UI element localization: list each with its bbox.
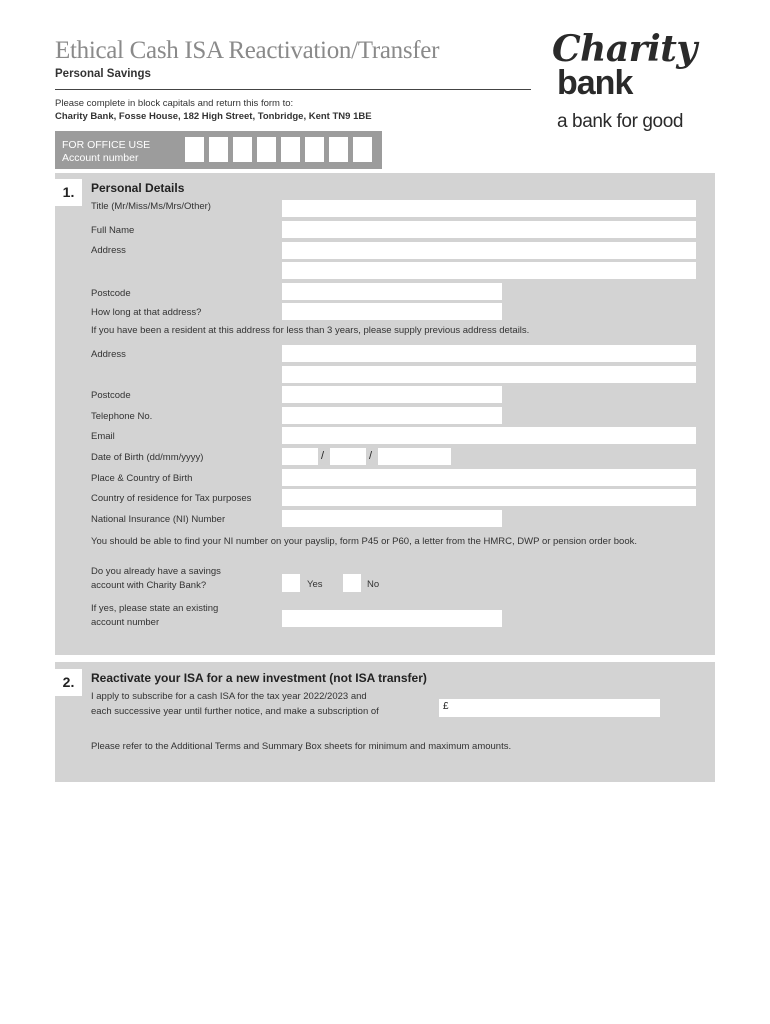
postcode-label: Postcode	[91, 288, 131, 299]
birthplace-label: Place & Country of Birth	[91, 473, 193, 484]
ni-number-field[interactable]	[282, 510, 502, 527]
address-label: Address	[91, 245, 126, 256]
limits-reference-note: Please refer to the Additional Terms and Summary Box sheets for minimum and maximum amounts.	[91, 741, 512, 752]
title-label: Title (Mr/Miss/Ms/Mrs/Other)	[91, 201, 211, 212]
logo-charity-text: Charity	[552, 28, 697, 70]
birthplace-field[interactable]	[282, 469, 696, 486]
office-account-digit-box[interactable]	[185, 137, 204, 162]
previous-address-note: If you have been a resident at this address for less than 3 years, please supply previous address details.	[91, 325, 530, 336]
logo-bank-text: bank	[557, 64, 633, 102]
section-personal-details	[55, 173, 715, 655]
section-number: 1.	[55, 179, 82, 206]
office-use-box	[55, 131, 382, 169]
subscription-statement-line2: each successive year until further notice, and make a subscription of	[91, 706, 379, 717]
return-instruction: Please complete in block capitals and return this form to:	[55, 98, 294, 109]
office-account-digit-box[interactable]	[257, 137, 276, 162]
section-number: 2.	[55, 669, 82, 696]
previous-address-field-line1[interactable]	[282, 345, 696, 362]
title-field[interactable]	[282, 200, 696, 217]
subscription-amount-field[interactable]	[439, 699, 660, 717]
title-divider	[55, 89, 531, 90]
yes-label: Yes	[307, 579, 323, 590]
existing-account-number-field[interactable]	[282, 610, 502, 627]
office-account-digit-box[interactable]	[305, 137, 324, 162]
full-name-field[interactable]	[282, 221, 696, 238]
section-heading: Reactivate your ISA for a new investment (not ISA transfer)	[91, 671, 427, 685]
no-checkbox[interactable]	[343, 574, 361, 592]
yes-checkbox[interactable]	[282, 574, 300, 592]
office-account-digit-box[interactable]	[209, 137, 228, 162]
postcode-field[interactable]	[282, 283, 502, 300]
email-label: Email	[91, 431, 115, 442]
full-name-label: Full Name	[91, 225, 135, 236]
dob-year-field[interactable]	[378, 448, 451, 465]
ni-number-label: National Insurance (NI) Number	[91, 514, 226, 525]
how-long-label: How long at that address?	[91, 307, 202, 318]
ni-number-note: You should be able to find your NI number on your payslip, form P45 or P60, a letter from the HMRC, DWP or pension order book.	[91, 536, 637, 547]
section-reactivate-isa	[55, 662, 715, 782]
previous-address-field-line2[interactable]	[282, 366, 696, 383]
form-title: Ethical Cash ISA Reactivation/Transfer	[55, 37, 440, 64]
form-subtitle: Personal Savings	[55, 68, 151, 80]
office-account-digit-box[interactable]	[281, 137, 300, 162]
dob-separator: /	[321, 450, 325, 462]
tax-residence-field[interactable]	[282, 489, 696, 506]
office-account-digit-box[interactable]	[329, 137, 348, 162]
existing-account-number-label-line2: account number	[91, 617, 160, 628]
office-account-number-label: Account number	[62, 152, 139, 164]
date-of-birth-label: Date of Birth (dd/mm/yyyy)	[91, 452, 204, 463]
dob-day-field[interactable]	[282, 448, 318, 465]
currency-symbol: £	[443, 701, 449, 712]
dob-separator: /	[369, 450, 373, 462]
office-use-label: FOR OFFICE USE	[62, 139, 151, 151]
telephone-label: Telephone No.	[91, 411, 153, 422]
office-account-digit-box[interactable]	[233, 137, 252, 162]
existing-account-number-label-line1: If yes, please state an existing	[91, 603, 219, 614]
address-field-line1[interactable]	[282, 242, 696, 259]
telephone-field[interactable]	[282, 407, 502, 424]
dob-month-field[interactable]	[330, 448, 366, 465]
logo-tagline: a bank for good	[557, 111, 684, 132]
subscription-statement-line1: I apply to subscribe for a cash ISA for the tax year 2022/2023 and	[91, 691, 367, 702]
how-long-field[interactable]	[282, 303, 502, 320]
email-field[interactable]	[282, 427, 696, 444]
previous-postcode-field[interactable]	[282, 386, 502, 403]
return-address: Charity Bank, Fosse House, 182 High Street, Tonbridge, Kent TN9 1BE	[55, 111, 372, 122]
office-account-digit-box[interactable]	[353, 137, 372, 162]
previous-postcode-label: Postcode	[91, 390, 131, 401]
tax-residence-label: Country of residence for Tax purposes	[91, 493, 252, 504]
previous-address-label: Address	[91, 349, 126, 360]
no-label: No	[367, 579, 380, 590]
section-heading: Personal Details	[91, 181, 185, 195]
existing-account-question-line2: account with Charity Bank?	[91, 580, 207, 591]
existing-account-question-line1: Do you already have a savings	[91, 566, 221, 577]
address-field-line2[interactable]	[282, 262, 696, 279]
